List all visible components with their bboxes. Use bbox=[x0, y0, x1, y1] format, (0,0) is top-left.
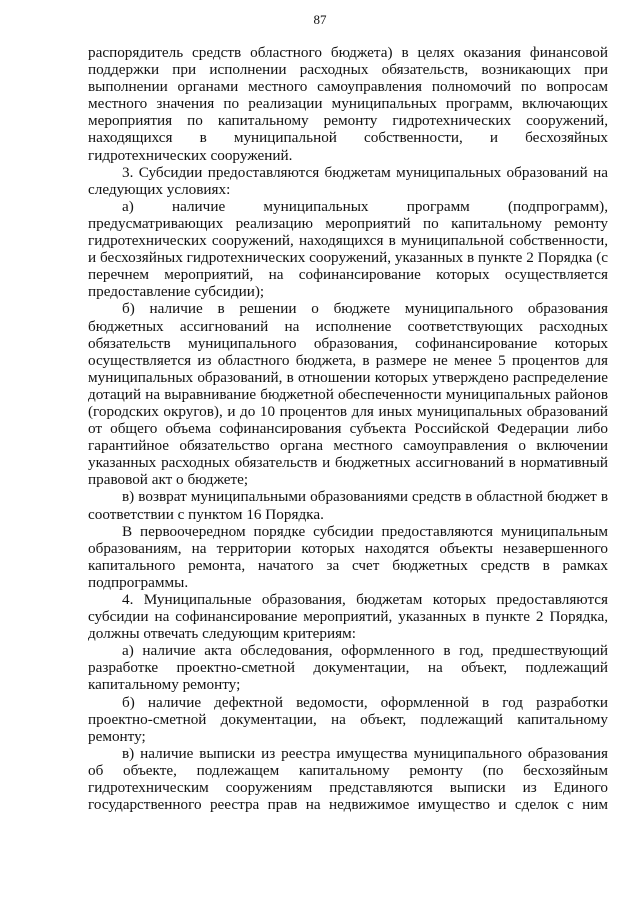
paragraph-text: В первоочередном порядке субсидии предоставляются муниципальным образованиям, на территории которых находятся объекты незавершенного капитального ремонта, начатого за счет бюджетных средств в рамках подпрограммы. bbox=[88, 522, 608, 591]
paragraph-text: распорядитель средств областного бюджета) в целях оказания финансовой поддержки при исполнении расходных обязательств, возникающих при выполнении органами местного самоуправления полномочий по вопросам местного значения по реализации муниципальных программ, включающих мероприятия по капитальному ремонту гидротехнических сооружений, находящихся в муниципальной собственности, и бесхозяйных гидротехнических сооружений. bbox=[88, 44, 608, 164]
paragraph-text: б) наличие дефектной ведомости, оформленной в год разработки проектно-сметной документации, на объект, подлежащий капитальному ремонту; bbox=[88, 693, 608, 745]
document-body bbox=[88, 44, 608, 813]
paragraph-priority bbox=[88, 523, 608, 591]
paragraph-text: 4. Муниципальные образования, бюджетам которых предоставляются субсидии на софинансирование мероприятий, указанных в пункте 2 Порядка, должны отвечать следующим критериям: bbox=[88, 591, 608, 643]
paragraph-item-4a bbox=[88, 642, 608, 693]
paragraph-text: б) наличие в решении о бюджете муниципального образования бюджетных ассигнований на исполнение соответствующих расходных обязательств муниципального образования, софинансирование которых осуществляется из областного бюджета, в размере не менее 5 процентов для муниципальных образований, в отношении которых утверждено распределение дотаций на выравнивание бюджетной обеспеченности муниципальных районов (городских округов), и до 10 процентов для иных муниципальных образований от общего объема софинансирования субъекта Российской Федерации либо гарантийное обязательство органа местного самоуправления о включении указанных расходных обязательств и бюджетных ассигнований в нормативный правовой акт о бюджете; bbox=[88, 300, 608, 489]
paragraph-text: а) наличие муниципальных программ (подпрограмм), предусматривающих реализацию мероприятий по капитальному ремонту гидротехнических сооружений, находящихся в муниципальной собственности, и бесхозяйных гидротехнических сооружений, указанных в пункте 2 Порядка (с перечнем мероприятий, на софинансирование которых осуществляется предоставление субсидии); bbox=[88, 197, 608, 301]
paragraph-item-3b bbox=[88, 300, 608, 488]
paragraph-text: 3. Субсидии предоставляются бюджетам муниципальных образований на следующих условиях: bbox=[88, 163, 608, 198]
paragraph-text: в) наличие выписки из реестра имущества муниципального образования об объекте, подлежащем капитальному ремонту (по бесхозяйным гидротехническим сооружениям представляются выписки из Единого государственного реестра прав на недвижимое имущество и сделок с ним bbox=[88, 744, 608, 814]
paragraph-item-4 bbox=[88, 591, 608, 642]
paragraph-item-4c bbox=[88, 745, 608, 813]
paragraph-item-3c bbox=[88, 488, 608, 522]
paragraph-text: а) наличие акта обследования, оформленного в год, предшествующий разработке проектно-сметной документации, на объект, подлежащий капитальному ремонту; bbox=[88, 642, 608, 694]
paragraph-item-3a bbox=[88, 198, 608, 301]
paragraph-item-3 bbox=[88, 164, 608, 198]
page-number: 87 bbox=[313, 12, 327, 27]
paragraph-item-4b bbox=[88, 694, 608, 745]
paragraph-continuation bbox=[88, 44, 608, 164]
paragraph-text: в) возврат муниципальными образованиями средств в областной бюджет в соответствии с пунктом 16 Порядка. bbox=[88, 488, 608, 523]
